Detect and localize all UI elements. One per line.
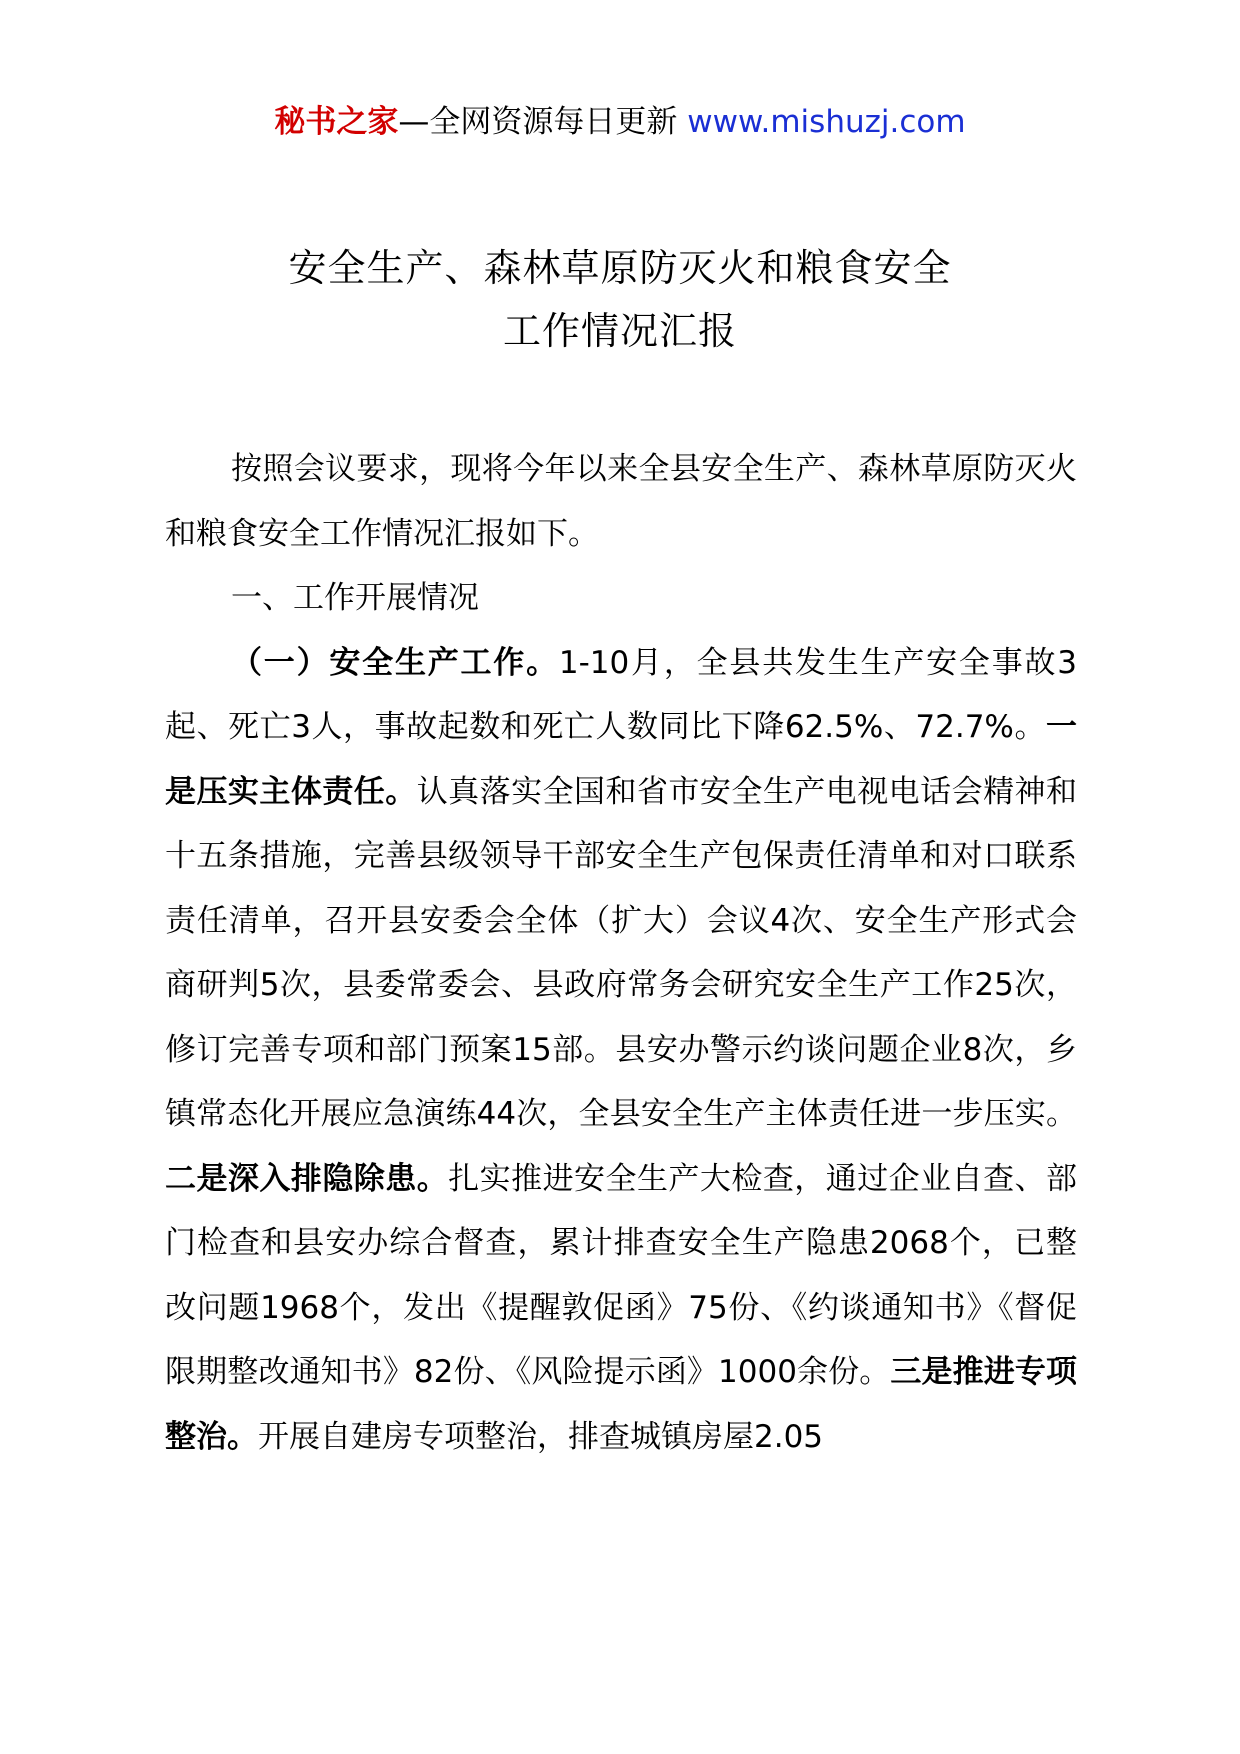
section-heading: 一、工作开展情况 (231, 580, 479, 616)
document-body (165, 437, 1077, 1469)
subsection-heading: （一）安全生产工作。 (231, 644, 559, 681)
point-3-text: 开展自建房专项整治，排查城镇房屋2.05 (258, 1418, 824, 1455)
point-1-text: 认真落实全国和省市安全生产电视电话会精神和十五条措施，完善县级领导干部安全生产包保责任清单和对口联系责任清单，召开县安委会全体（扩大）会议4次、安全生产形式会商研判5次，县委常委会、县政府常务会研究安全生产工作25次，修订完善专项和部门预案15部。县安办警示约谈问题企业8次，乡镇常态化开展应急演练44次，全县安全生产主体责任进一步压实。 (165, 773, 1078, 1132)
point-2-text: 扎实推进安全生产大检查，通过企业自查、部门检查和县安办综合督查，累计排查安全生产隐患2068个，已整改问题1968个，发出《提醒敦促函》75份、《约谈通知书》《督促限期整改通知书》82份、《风险提示函》1000余份。 (165, 1160, 1078, 1390)
header-url-link[interactable]: www.mishuzj.com (687, 104, 966, 140)
header-brand: 秘书之家 (274, 104, 399, 140)
document-title-line-1: 安全生产、森林草原防灭火和粮食安全 (288, 246, 952, 290)
point-3-label: 三是推进专项整治。 (165, 1354, 1078, 1455)
document-title-line-2: 工作情况汇报 (502, 309, 737, 353)
intro-paragraph: 按照会议要求，现将今年以来全县安全生产、森林草原防灭火和粮食安全工作情况汇报如下。 (165, 451, 1077, 552)
subsection-summary: 1-10月，全县共发生生产安全事故3起、死亡3人，事故起数和死亡人数同比下降62.5%、72.7%。 (165, 644, 1078, 745)
point-1-label: 一是压实主体责任。 (165, 709, 1077, 810)
site-header (0, 100, 1240, 144)
subsection-paragraph (165, 631, 1077, 1470)
header-slogan: —全网资源每日更新 (398, 104, 688, 140)
point-2-label: 二是深入排隐除患。 (165, 1160, 449, 1197)
